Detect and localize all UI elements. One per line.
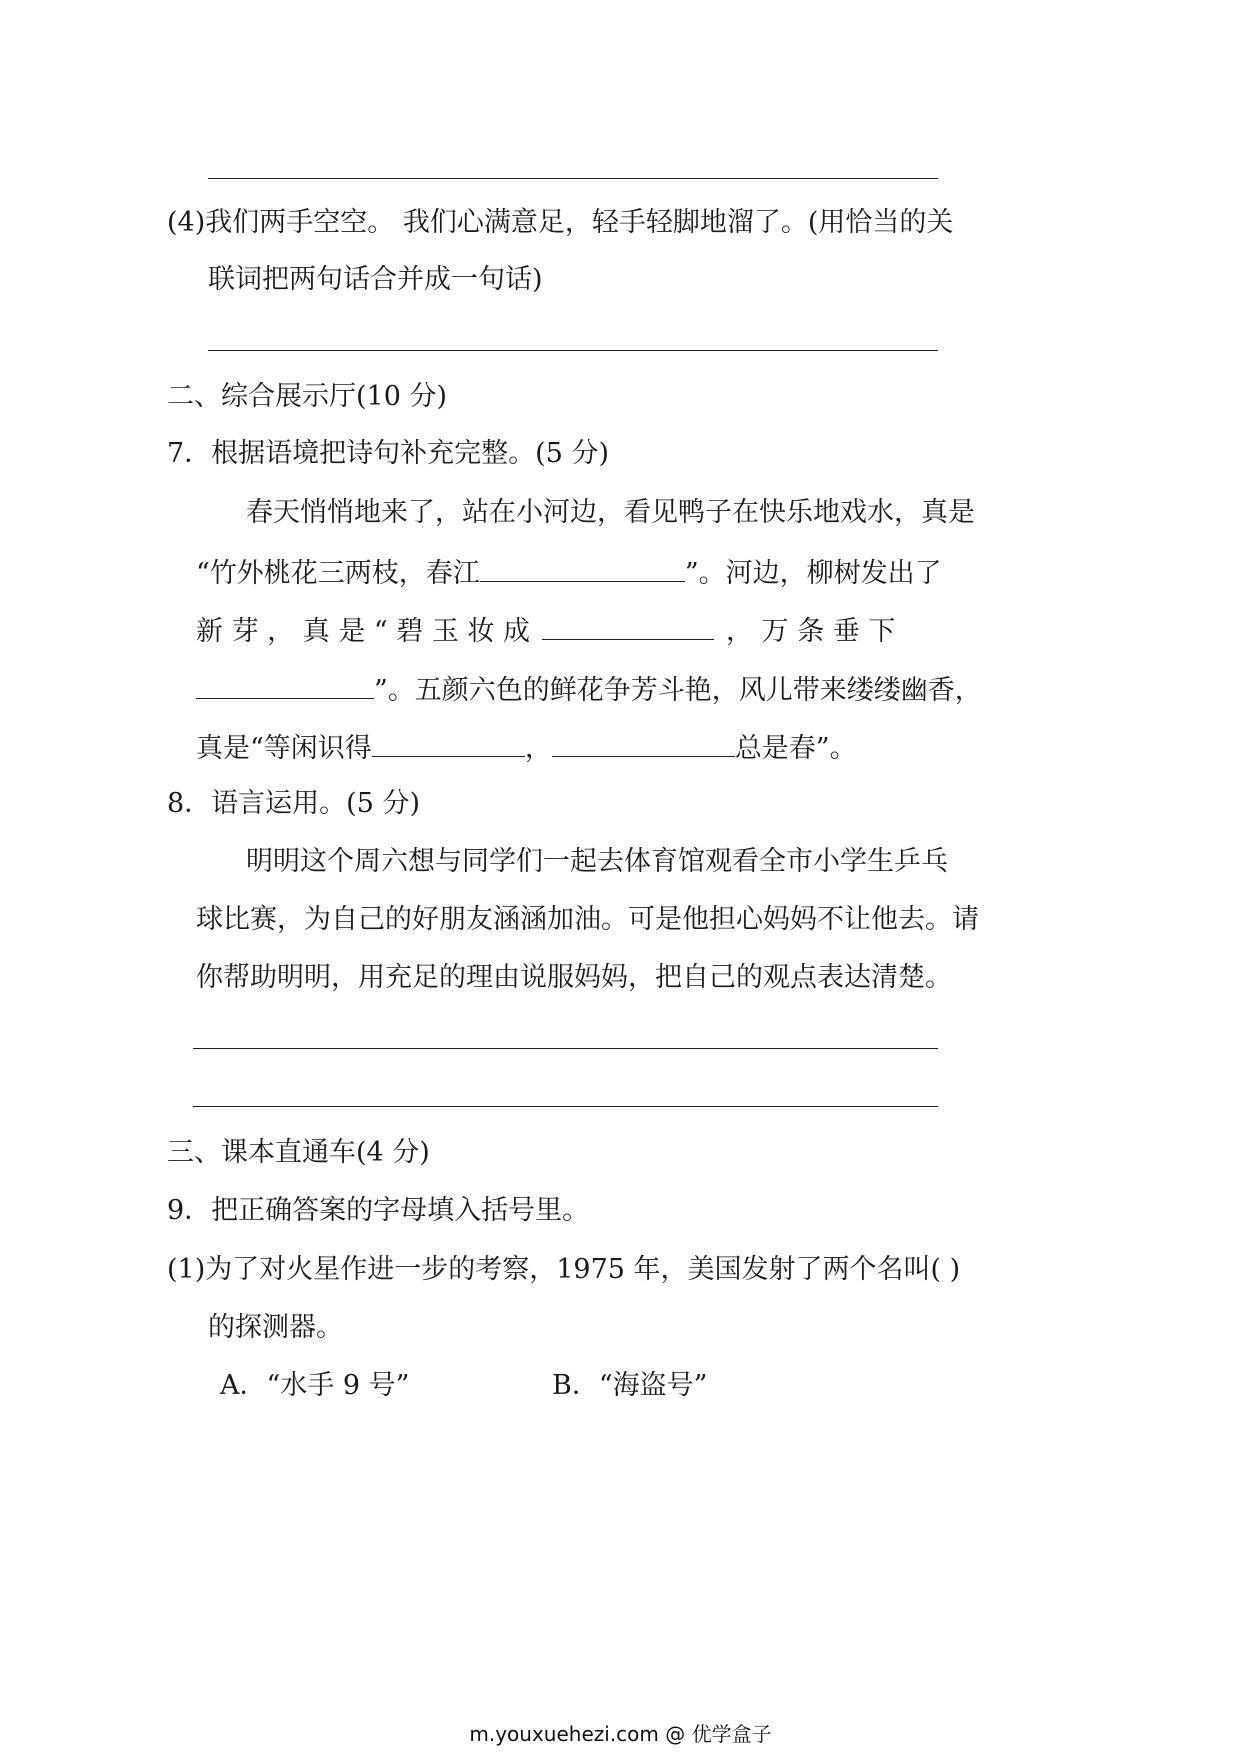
answer-line [208,350,938,351]
q7-line4-text-b: ”。五颜六色的鲜花争芳斗艳，风儿带来缕缕幽香， [374,675,982,706]
answer-line [193,1106,938,1107]
q7-line1: 春天悄悄地来了，站在小河边，看见鸭子在快乐地戏水，真是 [246,497,975,528]
section-3-title: 三、课本直通车(4 分) [167,1137,430,1168]
q7-line5-text-c: 总是春”。 [734,733,857,764]
q9-1-line2: 的探测器。 [208,1312,343,1343]
q7-line2-text-a: “竹外桃花三两枝，春江 [196,558,480,589]
q7-title: 7．根据语境把诗句补充完整。(5 分) [167,438,610,469]
q8-line3: 你帮助明明，用充足的理由说服妈妈，把自己的观点表达清楚。 [196,962,952,993]
q8-line1: 明明这个周六想与同学们一起去体育馆观看全市小学生乒乓 [246,846,948,877]
q7-line2-text-b: ”。河边，柳树发出了 [684,558,942,589]
q7-line2 [196,553,942,592]
blank-field[interactable] [552,728,735,757]
q7-line3-text-b: ， 万 条 垂 下 [726,616,896,647]
q7-line3 [196,611,895,650]
q8-title: 8．语言运用。(5 分) [167,788,421,819]
blank-field[interactable] [372,728,525,757]
footer-watermark: m.youxuehezi.com @ 优学盒子 [469,1722,772,1746]
q6-4-line1: (4)我们两手空空。 我们心满意足，轻手轻脚地溜了。(用恰当的关 [167,207,954,238]
q6-4-line2: 联词把两句话合并成一句话) [208,264,543,295]
section-2-title: 二、综合展示厅(10 分) [167,381,448,412]
answer-line [208,178,938,179]
q7-line5-text-b: ， [524,733,552,764]
q9-1-option-a: A．“水手 9 号” [220,1370,410,1401]
answer-line [193,1048,938,1049]
q9-1-option-b: B．“海盗号” [552,1370,708,1401]
q7-line5-text-a: 真是“等闲识得 [196,733,372,764]
q7-line5 [196,728,857,767]
q8-line2: 球比赛，为自己的好朋友涵涵加油。可是他担心妈妈不让他去。请 [196,904,979,935]
q9-1-line1: (1)为了对火星作进一步的考察，1975 年，美国发射了两个名叫( ) [167,1254,961,1285]
blank-field[interactable] [542,611,714,640]
q7-line3-text-a: 新 芽 ， 真 是 “ 碧 玉 妆 成 [196,616,531,647]
q7-line4 [196,670,982,709]
blank-field[interactable] [196,670,374,699]
q9-title: 9．把正确答案的字母填入括号里。 [167,1195,590,1226]
blank-field[interactable] [480,553,685,582]
